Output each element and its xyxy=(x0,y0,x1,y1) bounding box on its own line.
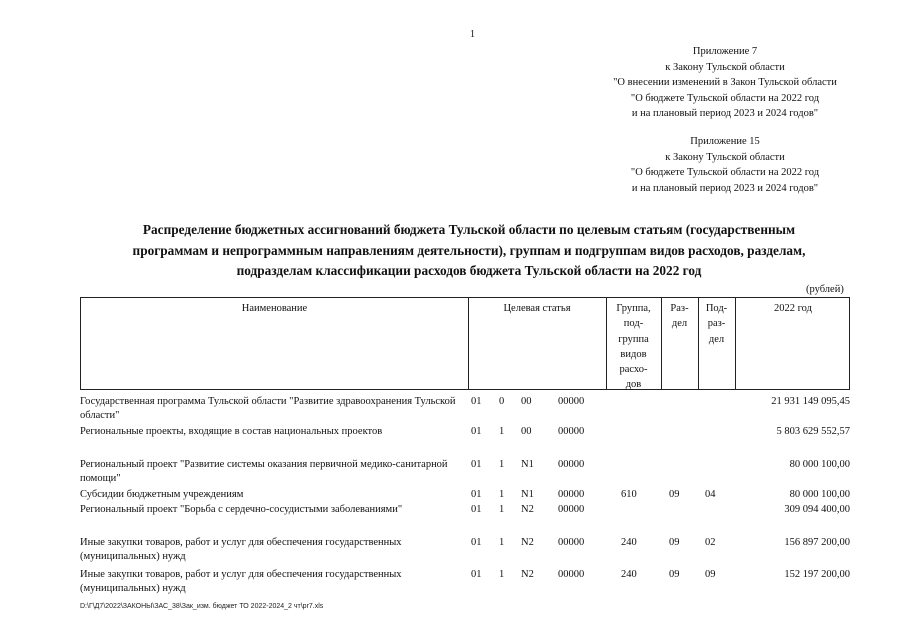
row-code-main: 00 xyxy=(521,396,532,407)
row-amount: 80 000 100,00 xyxy=(789,459,850,470)
appendix-line: к Закону Тульской области xyxy=(665,61,785,73)
row-code-direction: 00000 xyxy=(558,537,585,548)
header-subsection xyxy=(698,301,735,347)
title-line: подразделам классификации расходов бюджета Тульской области на 2022 год xyxy=(236,263,702,278)
row-code-direction: 00000 xyxy=(558,569,585,580)
header-line: раз- xyxy=(707,318,726,330)
row-code-program: 01 xyxy=(471,396,482,407)
row-code-subprogram: 1 xyxy=(499,426,505,437)
row-code-program: 01 xyxy=(471,504,482,515)
row-code-direction: 00000 xyxy=(558,504,585,515)
appendix-line: "О бюджете Тульской области на 2022 год xyxy=(630,167,820,178)
row-code-direction: 00000 xyxy=(558,489,585,500)
row-amount: 5 803 629 552,57 xyxy=(776,426,850,437)
header-line: Под- xyxy=(705,303,728,314)
row-code-direction: 00000 xyxy=(558,396,585,407)
row-code-main: N2 xyxy=(521,569,534,580)
row-name: Региональный проект "Развитие системы оказания первичной медико-санитарной помощи" xyxy=(80,459,448,484)
file-path-footer: D:\Г\Д7\2022\ЗАКОНЫ\ЗАС_38\Зак_изм. бюджет ТО 2022-2024_2 чт\pr7.xls xyxy=(80,603,324,610)
row-expense-group: 240 xyxy=(621,569,637,580)
row-amount: 156 897 200,00 xyxy=(784,537,850,548)
appendix-line: "О внесении изменений в Закон Тульской области xyxy=(613,77,837,88)
row-section: 09 xyxy=(669,569,680,580)
row-amount: 80 000 100,00 xyxy=(789,489,850,500)
header-line: Группа, xyxy=(616,303,651,314)
header-line: расхо- xyxy=(619,364,648,376)
row-code-main: N1 xyxy=(521,489,534,500)
appendix-line: Приложение 7 xyxy=(692,46,758,57)
row-code-direction: 00000 xyxy=(558,459,585,470)
units-label: (рублей) xyxy=(806,284,844,295)
appendix-15-header xyxy=(580,134,870,196)
row-expense-group: 240 xyxy=(621,537,637,548)
header-line: видов xyxy=(620,348,647,360)
row-name: Субсидии бюджетным учреждениям xyxy=(80,489,244,500)
row-code-program: 01 xyxy=(471,569,482,580)
row-expense-group: 610 xyxy=(621,489,637,500)
row-code-main: N1 xyxy=(521,459,534,470)
appendix-line: Приложение 15 xyxy=(690,136,760,147)
title-line: Распределение бюджетных ассигнований бюджета Тульской области по целевым статьям (государственным xyxy=(142,222,796,237)
appendix-line: и на плановый период 2023 и 2024 годов" xyxy=(631,108,819,119)
header-line: дов xyxy=(625,379,642,391)
header-line: группа xyxy=(618,333,649,345)
header-line: дел xyxy=(671,318,688,330)
header-line: под- xyxy=(623,318,644,330)
row-code-program: 01 xyxy=(471,489,482,500)
row-section: 09 xyxy=(669,537,680,548)
appendix-line: и на плановый период 2023 и 2024 годов" xyxy=(631,182,819,194)
row-code-subprogram: 1 xyxy=(499,504,505,515)
row-code-direction: 00000 xyxy=(558,426,585,437)
row-name: Региональные проекты, входящие в состав национальных проектов xyxy=(80,426,383,437)
row-amount: 21 931 149 095,45 xyxy=(771,396,850,407)
row-code-main: N2 xyxy=(521,537,534,548)
row-code-main: 00 xyxy=(521,426,532,437)
document-title xyxy=(80,220,858,282)
row-subsection: 02 xyxy=(705,537,716,548)
row-amount: 309 094 400,00 xyxy=(784,504,850,515)
appendix-7-header xyxy=(580,44,870,122)
row-name: Иные закупки товаров, работ и услуг для обеспечения государственных (муниципальных) нужд xyxy=(80,537,402,562)
row-code-subprogram: 1 xyxy=(499,569,505,580)
row-code-subprogram: 1 xyxy=(499,459,505,470)
row-subsection: 09 xyxy=(705,569,716,580)
row-code-program: 01 xyxy=(471,459,482,470)
row-section: 09 xyxy=(669,489,680,500)
row-code-subprogram: 0 xyxy=(499,396,505,407)
row-code-program: 01 xyxy=(471,426,482,437)
table-header xyxy=(80,297,850,390)
row-name: Региональный проект "Борьба с сердечно-сосудистыми заболеваниями" xyxy=(80,504,403,515)
header-line: дел xyxy=(708,333,725,345)
page-number: 1 xyxy=(470,29,475,40)
row-code-program: 01 xyxy=(471,537,482,548)
row-name: Иные закупки товаров, работ и услуг для обеспечения государственных (муниципальных) нужд xyxy=(80,569,402,594)
row-amount: 152 197 200,00 xyxy=(784,569,850,580)
row-code-main: N2 xyxy=(521,504,534,515)
row-code-subprogram: 1 xyxy=(499,489,505,500)
row-code-subprogram: 1 xyxy=(499,537,505,548)
row-name: Государственная программа Тульской области "Развитие здравоохранения Тульской области" xyxy=(80,396,456,421)
title-line: программам и непрограммным направлениям деятельности), группам и подгруппам видов расходов, разделам, xyxy=(132,242,806,258)
header-expense-group xyxy=(606,301,661,393)
header-name: Наименование xyxy=(241,303,308,314)
header-year-2022: 2022 год xyxy=(774,303,812,314)
appendix-line: "О бюджете Тульской области на 2022 год xyxy=(630,92,820,104)
appendix-line: к Закону Тульской области xyxy=(665,151,785,163)
header-line: Раз- xyxy=(670,303,689,314)
row-subsection: 04 xyxy=(705,489,716,500)
header-section xyxy=(661,301,698,332)
header-target-article: Целевая статья xyxy=(503,303,571,314)
